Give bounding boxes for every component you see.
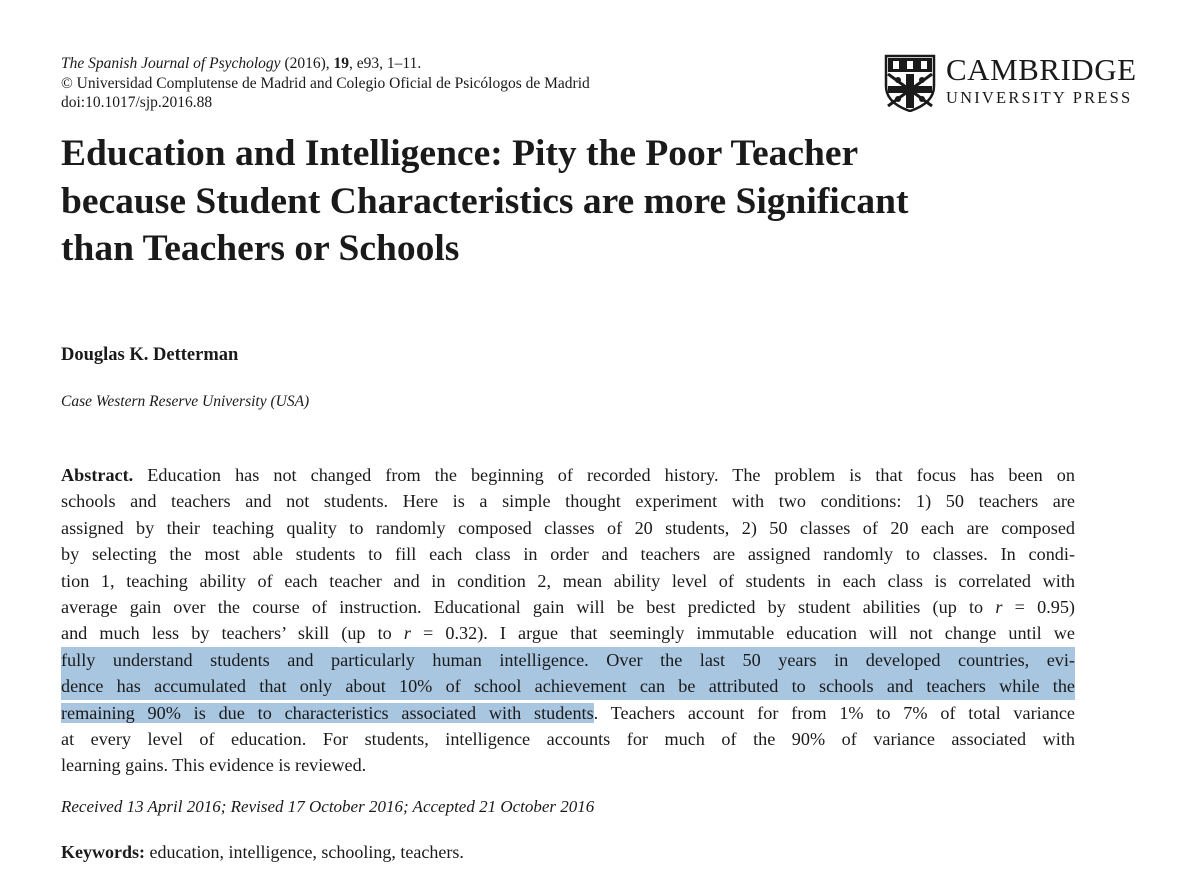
journal-year: (2016),	[284, 55, 330, 72]
abstract-line	[61, 462, 1075, 488]
title-line: because Student Characteristics are more Significant	[61, 180, 909, 222]
correlation-symbol: r	[403, 623, 411, 644]
abstract-line: learning gains. This evidence is reviewed.	[61, 755, 367, 776]
highlighted-abstract-line[interactable]: fully understand students and particularly human intelligence. Over the last 50 years in developed countries, evi-	[61, 647, 1075, 673]
journal-name: The Spanish Journal of Psychology	[61, 55, 281, 72]
abstract	[61, 462, 1075, 779]
abstract-text: average gain over the course of instruction. Educational gain will be best predicted by student abilities (up to	[61, 597, 996, 618]
journal-pages: , e93, 1–11.	[349, 55, 422, 72]
abstract-line	[61, 594, 1075, 620]
correlation-symbol: r	[995, 597, 1003, 618]
abstract-line: schools and teachers and not students. Here is a simple thought experiment with two conditions: 1) 50 teachers are	[61, 491, 1075, 512]
abstract-text: and much less by teachers’ skill (up to	[61, 623, 404, 644]
publisher-name: CAMBRIDGE	[946, 52, 1137, 87]
abstract-line: assigned by their teaching quality to randomly composed classes of 20 students, 2) 50 classes of 20 each are composed	[61, 517, 1075, 538]
keywords	[61, 842, 464, 863]
abstract-text: = 0.95)	[1002, 597, 1075, 618]
highlighted-abstract-line[interactable]: dence has accumulated that only about 10% of school achievement can be attributed to schools and teachers while the	[61, 673, 1075, 699]
cambridge-shield-icon	[884, 54, 936, 112]
highlighted-abstract-text[interactable]: remaining 90% is due to characteristics associated with students	[61, 702, 594, 723]
paper-title	[61, 130, 1121, 273]
publisher-press: UNIVERSITY PRESS	[946, 88, 1133, 107]
abstract-line: by selecting the most able students to fill each class in order and teachers are assigned randomly to classes. In condi-	[61, 544, 1075, 565]
abstract-line	[61, 700, 1075, 726]
abstract-line: at every level of education. For students, intelligence accounts for much of the 90% of variance associated with	[61, 729, 1075, 750]
abstract-text: Education has not changed from the beginning of recorded history. The problem is that focus has been on	[133, 465, 1075, 485]
abstract-text: = 0.32). I argue that seemingly immutable education will not change until we	[410, 623, 1076, 644]
copyright-line: © Universidad Complutense de Madrid and Colegio Oficial de Psicólogos de Madrid	[61, 74, 590, 92]
abstract-line	[61, 620, 1075, 646]
abstract-line: tion 1, teaching ability of each teacher and in condition 2, mean ability level of students in each class is correlated with	[61, 570, 1075, 591]
title-line: Education and Intelligence: Pity the Poor Teacher	[61, 133, 859, 174]
journal-citation	[61, 54, 590, 113]
title-line: than Teachers or Schools	[61, 228, 460, 269]
citation-line	[61, 54, 590, 74]
publisher-logo	[884, 54, 1137, 112]
doi-line[interactable]: doi:10.1017/sjp.2016.88	[61, 94, 213, 111]
abstract-text: . Teachers account for from 1% to 7% of total variance	[593, 702, 1075, 723]
received-dates: Received 13 April 2016; Revised 17 October 2016; Accepted 21 October 2016	[61, 797, 595, 816]
keywords-value: education, intelligence, schooling, teachers.	[145, 842, 464, 862]
journal-volume: 19	[333, 55, 350, 72]
author-name: Douglas K. Detterman	[61, 345, 239, 365]
author-affiliation: Case Western Reserve University (USA)	[61, 393, 310, 410]
keywords-label: Keywords:	[61, 842, 145, 862]
abstract-label: Abstract.	[61, 465, 134, 485]
publisher-wordmark	[946, 54, 1137, 108]
